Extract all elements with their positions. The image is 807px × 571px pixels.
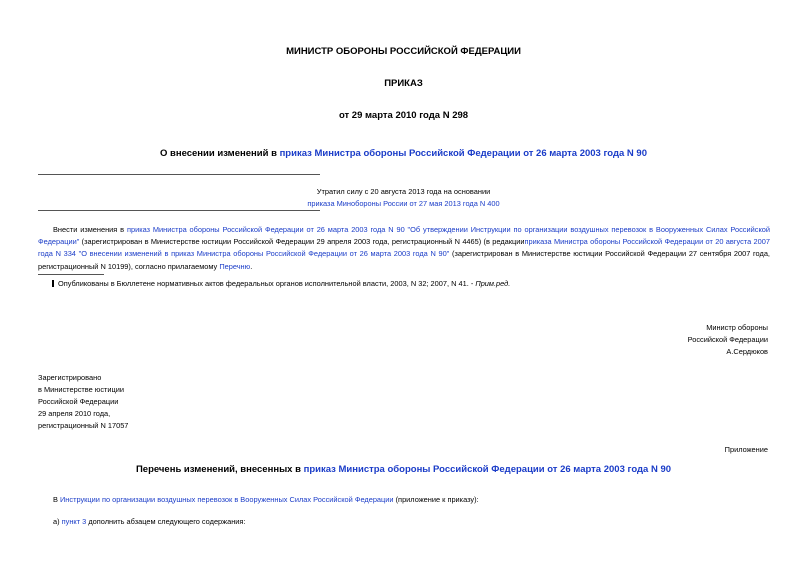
appendix-label: Приложение: [724, 445, 768, 454]
title-prefix: О внесении изменений в: [159, 148, 277, 159]
registration-line-5: регистрационный N 17057: [38, 421, 129, 430]
status-link[interactable]: приказа Минобороны России от 27 мая 2013 года N 400: [307, 199, 500, 208]
document-date-number: от 29 марта 2010 года N 298: [338, 110, 469, 121]
appendix-heading: [0, 464, 807, 475]
status-text: Утратил силу с 20 августа 2013 года на основании: [316, 187, 491, 196]
divider-top: [38, 174, 320, 175]
appendix-heading-prefix: Перечень изменений, внесенных в: [135, 464, 301, 475]
signature-line-2: Российской Федерации: [687, 335, 768, 344]
body-text-4: , согласно прилагаемому: [130, 261, 220, 271]
appendix-p1-prefix: В: [53, 495, 60, 504]
registration-line-2: в Министерстве юстиции: [38, 385, 125, 394]
divider-bottom: [38, 210, 320, 211]
footnote-italic: Прим.ред.: [475, 279, 511, 288]
appendix-p1-link[interactable]: Инструкции по организации воздушных перевозок в Вооруженных Силах Российской Федерации: [59, 495, 394, 504]
appendix-p2-suffix: дополнить абзацем следующего содержания:: [86, 517, 246, 526]
registration-line-3: Российской Федерации: [38, 397, 119, 406]
body-link-order-334[interactable]: приказа Министра обороны Российской Федерации от 20 августа 2007 года N 334 "О внесении изменений в приказ Министра обороны Российской Федерации от 26 марта 2003 года N 90": [38, 237, 770, 259]
status-block: [0, 186, 807, 210]
appendix-paragraph-1: [53, 494, 479, 506]
registration-line-1: Зарегистрировано: [38, 373, 102, 382]
ministry-heading: МИНИСТР ОБОРОНЫ РОССИЙСКОЙ ФЕДЕРАЦИИ: [286, 46, 521, 57]
appendix-p2-link[interactable]: пункт 3: [61, 517, 87, 526]
main-paragraph: [38, 224, 770, 273]
appendix-p2-prefix: а): [53, 517, 62, 526]
body-link-order-90[interactable]: приказ Министра обороны Российской Федерации от 26 марта 2003 года N 90 "Об утверждении Инструкции по организации воздушных перевозок в Вооруженных Силах Российской Федерации": [38, 225, 770, 247]
body-text-2: (зарегистрирован в Министерстве юстиции Российской Федерации 29 апреля 2003 года, регистрационный N 4465) (в редакции: [79, 237, 525, 247]
body-text-3: (зарегистрирован в Министерстве юстиции Российской Федерации 27 сентября 2007 года, регистрационный N 10199): [38, 249, 770, 271]
document-type: ПРИКАЗ: [384, 78, 423, 89]
appendix-heading-link[interactable]: приказ Министра обороны Российской Федерации от 26 марта 2003 года N 90: [303, 464, 672, 475]
signature-block: [688, 322, 768, 358]
title-link[interactable]: приказ Министра обороны Российской Федерации от 26 марта 2003 года N 90: [279, 148, 648, 159]
footnote: [52, 278, 510, 290]
footnote-divider: [38, 274, 104, 275]
registration-line-4: 29 апреля 2010 года,: [38, 409, 111, 418]
body-link-list[interactable]: Перечню: [219, 261, 251, 271]
document-title: [0, 148, 807, 159]
appendix-paragraph-2: [53, 516, 245, 528]
signature-line-3: А.Сердюков: [726, 347, 768, 356]
appendix-p1-suffix: (приложение к приказу):: [393, 495, 479, 504]
footnote-text: Опубликованы в Бюллетене нормативных актов федеральных органов исполнительной власти, 2003, N 32; 2007, N 41. -: [58, 279, 476, 288]
registration-block: [38, 372, 128, 432]
footnote-marker-icon: [52, 280, 54, 287]
body-text-1: Внести изменения в: [53, 225, 127, 234]
body-text-5: .: [250, 261, 253, 271]
signature-line-1: Министр обороны: [706, 323, 768, 332]
